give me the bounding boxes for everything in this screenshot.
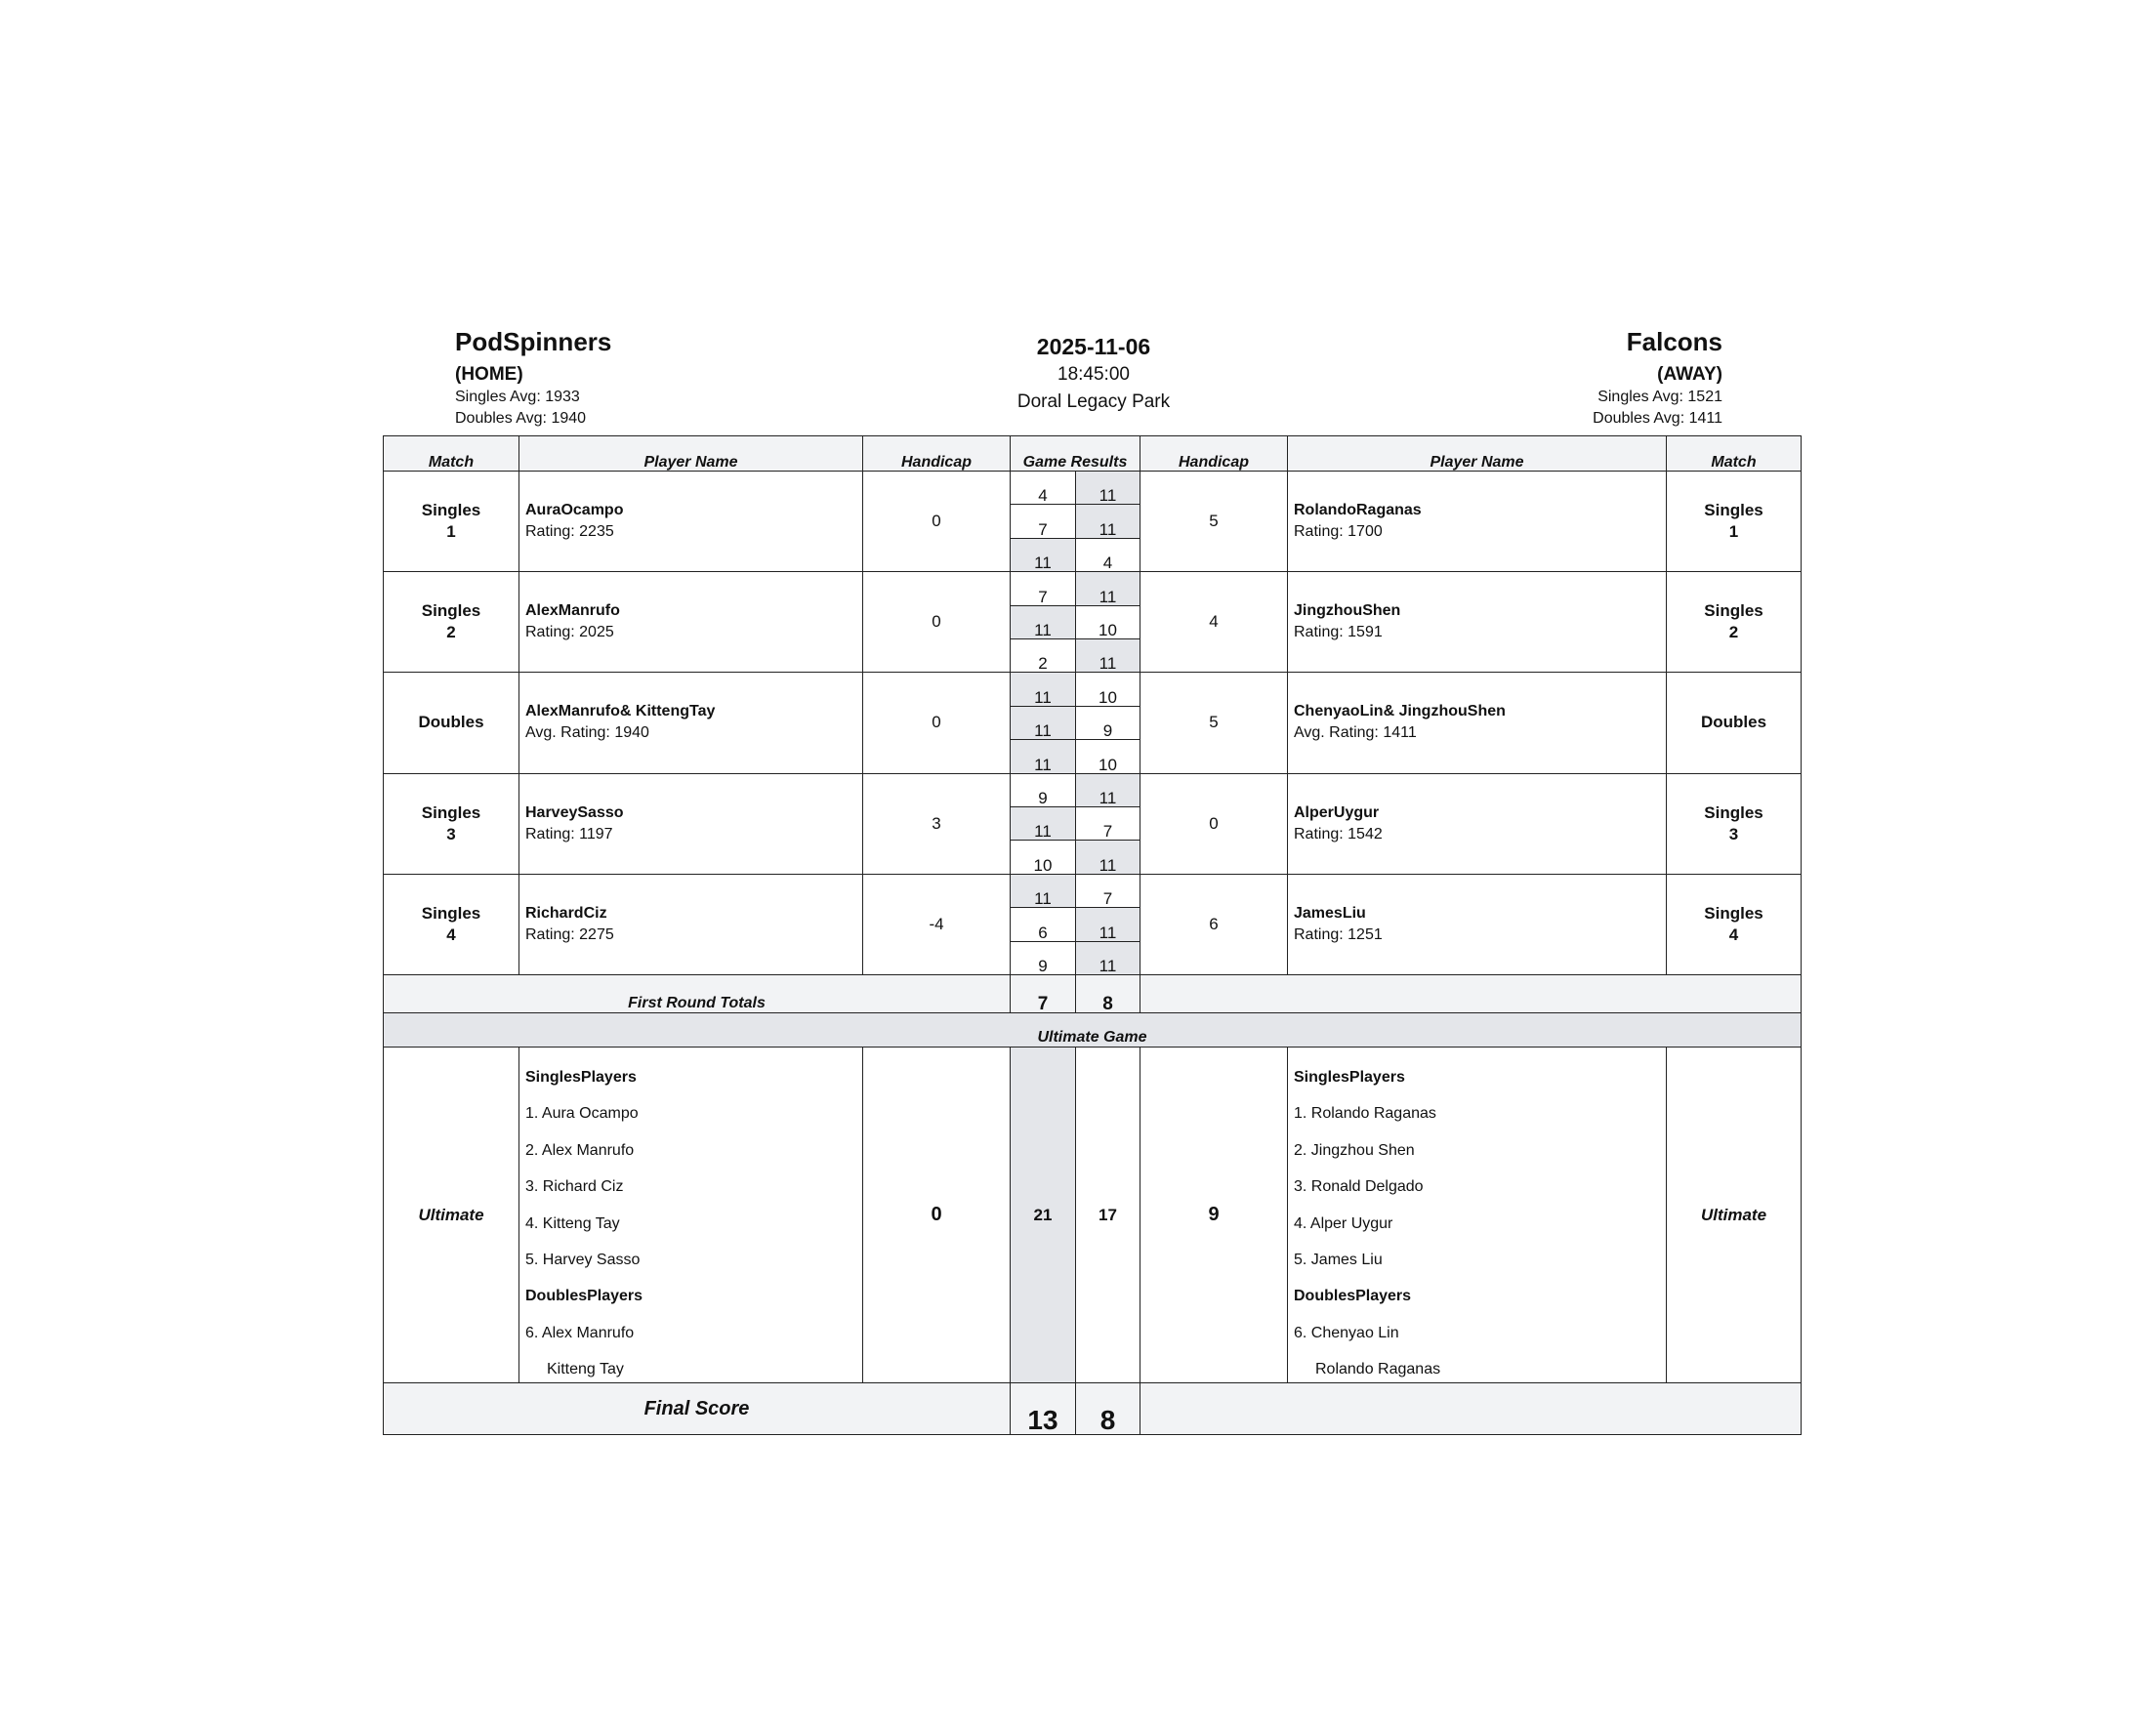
home-player-rating: Avg. Rating: 1940 <box>525 724 649 742</box>
col-header-match-home: Match <box>383 435 519 472</box>
ultimate-away-score: 17 <box>1075 1047 1140 1383</box>
away-team-tag: (AWAY) <box>1657 364 1722 385</box>
first-round-label: First Round Totals <box>383 974 1011 1013</box>
ultimate-list-player: 3. Richard Ciz <box>525 1178 624 1196</box>
final-score-away-filler <box>1140 1382 1802 1435</box>
game-score-home: 11 <box>1010 739 1076 773</box>
game-score-home: 9 <box>1010 941 1076 975</box>
away-handicap: 0 <box>1140 773 1288 875</box>
home-player-cell <box>518 874 863 975</box>
match-label-number: 1 <box>1728 522 1739 542</box>
match-label-away <box>1666 571 1802 673</box>
game-score-home: 7 <box>1010 571 1076 605</box>
ultimate-list-player: 2. Alex Manrufo <box>525 1141 635 1159</box>
away-team-header <box>1445 326 1722 430</box>
ultimate-list-player: 1. Rolando Raganas <box>1294 1105 1436 1123</box>
away-player-rating: Avg. Rating: 1411 <box>1294 724 1417 742</box>
home-player-rating: Rating: 2025 <box>525 624 614 641</box>
game-score-away: 10 <box>1075 739 1140 773</box>
ultimate-list-heading: SinglesPlayers <box>525 1069 637 1086</box>
away-player-rating: Rating: 1542 <box>1294 825 1383 842</box>
ultimate-match-label-home: Ultimate <box>383 1047 519 1383</box>
home-player-name: RichardCiz <box>525 904 607 922</box>
match-label-type: Singles <box>421 802 481 822</box>
away-handicap: 6 <box>1140 874 1288 975</box>
match-label-home <box>383 672 519 773</box>
match-label-home <box>383 571 519 673</box>
ultimate-list-heading: DoublesPlayers <box>525 1288 643 1305</box>
first-round-away-total: 8 <box>1075 974 1140 1013</box>
match-label-away <box>1666 773 1802 875</box>
ultimate-game-header: Ultimate Game <box>383 1012 1802 1048</box>
away-player-cell <box>1287 672 1667 773</box>
match-label-type: Singles <box>1704 501 1763 520</box>
game-score-away: 11 <box>1075 773 1140 807</box>
home-team-tag: (HOME) <box>455 364 523 385</box>
away-player-name: AlperUygur <box>1294 803 1380 821</box>
away-singles-avg: Singles Avg: 1521 <box>1597 389 1722 405</box>
match-label-number: 4 <box>446 925 456 944</box>
match-label-number: 2 <box>1728 623 1739 642</box>
match-label-type: Doubles <box>418 713 484 732</box>
game-score-away: 9 <box>1075 706 1140 740</box>
game-score-away: 11 <box>1075 941 1140 975</box>
game-score-home: 11 <box>1010 706 1076 740</box>
away-handicap: 5 <box>1140 672 1288 773</box>
game-score-away: 10 <box>1075 672 1140 706</box>
away-team-name: Falcons <box>1626 327 1722 356</box>
home-player-cell <box>518 672 863 773</box>
match-label-number: 2 <box>446 623 456 642</box>
ultimate-away-player-list <box>1288 1048 1440 1388</box>
ultimate-list-player: 5. James Liu <box>1294 1251 1383 1268</box>
game-score-home: 11 <box>1010 538 1076 572</box>
home-player-rating: Rating: 2275 <box>525 925 614 943</box>
ultimate-list-player: 2. Jingzhou Shen <box>1294 1141 1415 1159</box>
home-doubles-avg: Doubles Avg: 1940 <box>455 410 587 427</box>
first-round-away-filler <box>1140 974 1802 1013</box>
away-player-name: RolandoRaganas <box>1294 502 1422 519</box>
game-score-home: 6 <box>1010 907 1076 941</box>
home-handicap: 0 <box>862 672 1011 773</box>
home-handicap: 0 <box>862 471 1011 572</box>
ultimate-list-player: 5. Harvey Sasso <box>525 1251 641 1268</box>
home-team-name: PodSpinners <box>455 327 612 356</box>
home-handicap: 0 <box>862 571 1011 673</box>
game-score-away: 11 <box>1075 471 1140 505</box>
ultimate-list-player: 6. Alex Manrufo <box>525 1324 635 1341</box>
away-player-cell <box>1287 571 1667 673</box>
away-player-cell <box>1287 874 1667 975</box>
game-score-home: 11 <box>1010 672 1076 706</box>
ultimate-home-score: 21 <box>1010 1047 1076 1383</box>
ultimate-match-label-away: Ultimate <box>1666 1047 1802 1383</box>
game-score-home: 7 <box>1010 504 1076 538</box>
event-venue: Doral Legacy Park <box>1016 391 1171 412</box>
match-label-number: 1 <box>446 522 456 542</box>
home-singles-avg: Singles Avg: 1933 <box>455 389 580 405</box>
home-player-name: AuraOcampo <box>525 502 624 519</box>
col-header-game-results: Game Results <box>1010 435 1140 472</box>
match-label-home <box>383 874 519 975</box>
home-player-name: AlexManrufo& KittengTay <box>525 703 716 720</box>
ultimate-list-player: 3. Ronald Delgado <box>1294 1178 1424 1196</box>
game-score-home: 10 <box>1010 840 1076 874</box>
away-player-name: JingzhouShen <box>1294 602 1401 620</box>
game-score-home: 9 <box>1010 773 1076 807</box>
home-player-name: AlexManrufo <box>525 602 620 620</box>
ultimate-list-player: 4. Alper Uygur <box>1294 1214 1393 1232</box>
ultimate-list-player: Rolando Raganas <box>1315 1361 1441 1378</box>
game-score-home: 11 <box>1010 806 1076 841</box>
match-label-type: Doubles <box>1700 713 1767 732</box>
game-score-away: 7 <box>1075 806 1140 841</box>
away-player-rating: Rating: 1591 <box>1294 624 1383 641</box>
match-label-number: 3 <box>446 824 456 843</box>
event-header <box>928 332 1260 416</box>
match-label-type: Singles <box>1704 802 1763 822</box>
match-label-home <box>383 773 519 875</box>
match-label-type: Singles <box>1704 903 1763 923</box>
home-handicap: 3 <box>862 773 1011 875</box>
home-player-rating: Rating: 1197 <box>525 825 613 842</box>
ultimate-away-handicap: 9 <box>1140 1047 1288 1383</box>
ultimate-list-player: 1. Aura Ocampo <box>525 1105 639 1123</box>
match-label-away <box>1666 672 1802 773</box>
game-score-away: 11 <box>1075 504 1140 538</box>
col-header-handicap-home: Handicap <box>862 435 1011 472</box>
col-header-player-away: Player Name <box>1287 435 1667 472</box>
match-label-type: Singles <box>421 501 481 520</box>
game-score-away: 11 <box>1075 571 1140 605</box>
match-label-away <box>1666 471 1802 572</box>
game-score-home: 11 <box>1010 605 1076 639</box>
game-score-away: 11 <box>1075 638 1140 673</box>
ultimate-home-players-cell <box>518 1047 863 1383</box>
final-score-home: 13 <box>1010 1382 1076 1435</box>
col-header-handicap-away: Handicap <box>1140 435 1288 472</box>
ultimate-away-players-cell <box>1287 1047 1667 1383</box>
game-score-away: 4 <box>1075 538 1140 572</box>
home-player-cell <box>518 571 863 673</box>
ultimate-list-player: Kitteng Tay <box>547 1361 624 1378</box>
ultimate-list-player: 4. Kitteng Tay <box>525 1214 620 1232</box>
away-player-name: ChenyaoLin& JingzhouShen <box>1294 703 1506 720</box>
final-score-away: 8 <box>1075 1382 1140 1435</box>
final-score-label: Final Score <box>383 1382 1011 1435</box>
ultimate-home-handicap: 0 <box>862 1047 1011 1383</box>
away-player-rating: Rating: 1700 <box>1294 523 1383 541</box>
home-handicap: -4 <box>862 874 1011 975</box>
ultimate-list-heading: DoublesPlayers <box>1294 1288 1412 1305</box>
ultimate-home-player-list <box>519 1048 643 1388</box>
ultimate-list-player: 6. Chenyao Lin <box>1294 1324 1399 1341</box>
event-date: 2025-11-06 <box>1036 334 1151 359</box>
away-handicap: 4 <box>1140 571 1288 673</box>
away-player-cell <box>1287 773 1667 875</box>
match-label-type: Singles <box>421 903 481 923</box>
match-label-number: 3 <box>1728 824 1739 843</box>
home-player-name: HarveySasso <box>525 803 624 821</box>
col-header-match-away: Match <box>1666 435 1802 472</box>
away-player-rating: Rating: 1251 <box>1294 925 1383 943</box>
away-player-cell <box>1287 471 1667 572</box>
match-label-away <box>1666 874 1802 975</box>
match-label-number: 4 <box>1728 925 1739 944</box>
game-score-away: 11 <box>1075 907 1140 941</box>
ultimate-list-heading: SinglesPlayers <box>1294 1069 1405 1086</box>
home-player-rating: Rating: 2235 <box>525 523 614 541</box>
game-score-away: 11 <box>1075 840 1140 874</box>
match-label-type: Singles <box>421 601 481 621</box>
game-score-home: 4 <box>1010 471 1076 505</box>
away-player-name: JamesLiu <box>1294 904 1366 922</box>
game-score-away: 10 <box>1075 605 1140 639</box>
away-doubles-avg: Doubles Avg: 1411 <box>1593 410 1722 427</box>
home-player-cell <box>518 773 863 875</box>
match-label-home <box>383 471 519 572</box>
game-score-home: 11 <box>1010 874 1076 908</box>
home-player-cell <box>518 471 863 572</box>
col-header-player-home: Player Name <box>518 435 863 472</box>
game-score-away: 7 <box>1075 874 1140 908</box>
game-score-home: 2 <box>1010 638 1076 673</box>
score-sheet <box>383 435 1802 1437</box>
first-round-home-total: 7 <box>1010 974 1076 1013</box>
event-time: 18:45:00 <box>1057 364 1130 385</box>
match-label-type: Singles <box>1704 601 1763 621</box>
home-team-header <box>455 326 611 430</box>
away-handicap: 5 <box>1140 471 1288 572</box>
